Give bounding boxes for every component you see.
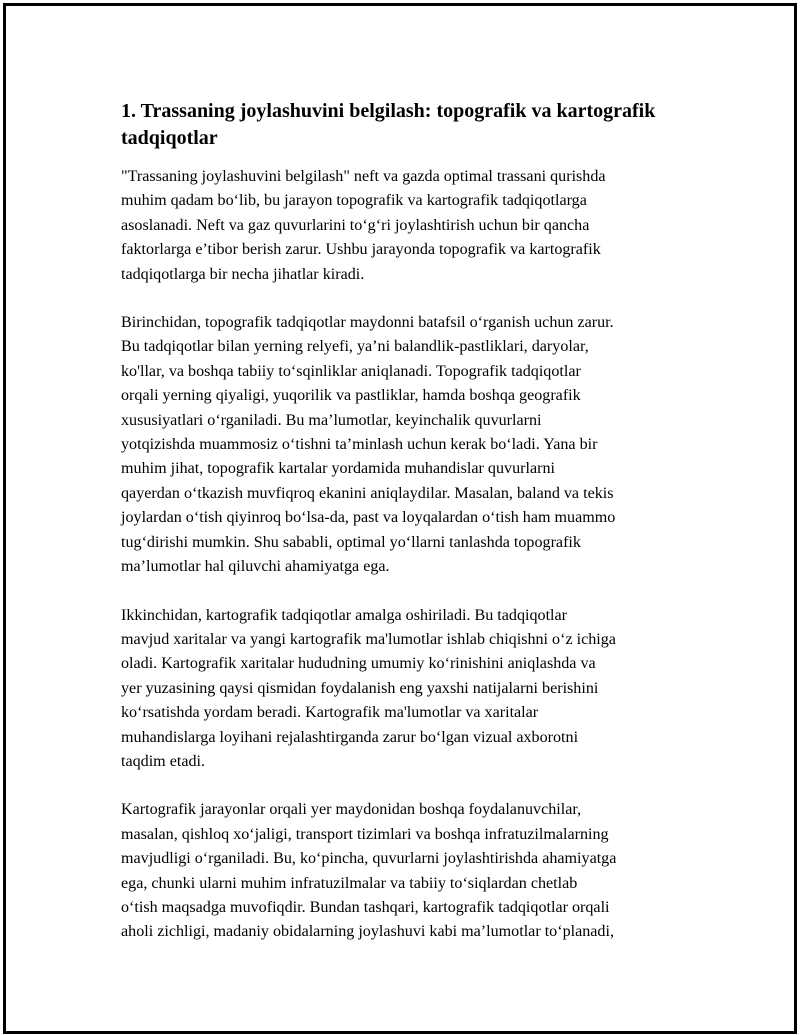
paragraph-intro (121, 165, 696, 287)
text-line: Bu tadqiqotlar bilan yerning relyefi, ya’ni balandlik-pastliklari, daryolar, (121, 338, 589, 356)
text-line: mavjud xaritalar va yangi kartografik ma'lumotlar ishlab chiqishni o‘z ichiga (121, 630, 616, 648)
text-line: ko'llar, va boshqa tabiiy to‘sqinliklar aniqlanadi. Topografik tadqiqotlar (121, 362, 581, 380)
text-line: aholi zichligi, madaniy obidalarning joylashuvi kabi ma’lumotlar to‘planadi, (121, 923, 614, 941)
document-body (121, 98, 696, 969)
text-line: ega, chunki ularni muhim infratuzilmalar va tabiiy to‘siqlardan chetlab (121, 874, 578, 892)
page-border (3, 3, 797, 1034)
text-line: tadqiqotlarga bir necha jihatlar kiradi. (121, 265, 365, 283)
text-line: ko‘rsatishda yordam beradi. Kartografik ma'lumotlar va xaritalar (121, 704, 539, 722)
text-line: muhim jihat, topografik kartalar yordamida muhandislar quvurlarni (121, 460, 555, 478)
text-line: joylardan o‘tish qiyinroq bo‘lsa-da, past va loyqalardan o‘tish ham muammo (121, 509, 616, 527)
text-line: Birinchidan, topografik tadqiqotlar maydonni batafsil o‘rganish uchun zarur. (121, 314, 614, 332)
text-line: o‘tish maqsadga muvofiqdir. Bundan tashqari, kartografik tadqiqotlar orqali (121, 898, 610, 916)
text-line: mavjudligi o‘rganiladi. Bu, ko‘pincha, quvurlarni joylashtirishda ahamiyatga (121, 850, 617, 868)
text-line: Ikkinchidan, kartografik tadqiqotlar amalga oshiriladi. Bu tadqiqotlar (121, 606, 568, 624)
heading-line: 1. Trassaning joylashuvini belgilash: topografik va kartografik (121, 100, 656, 122)
text-line: muhandislarga loyihani rejalashtirganda zarur bo‘lgan vizual axborotni (121, 728, 579, 746)
heading-line: tadqiqotlar (121, 127, 218, 149)
paragraph-topographic (121, 311, 696, 579)
paragraph-cartographic (121, 604, 696, 775)
text-line: muhim qadam bo‘lib, bu jarayon topografik va kartografik tadqiqotlarga (121, 192, 587, 210)
text-line: ma’lumotlar hal qiluvchi ahamiyatga ega. (121, 558, 390, 576)
paragraph-land-use (121, 798, 696, 944)
section-heading (121, 98, 696, 152)
text-line: Kartografik jarayonlar orqali yer maydonidan boshqa foydalanuvchilar, (121, 801, 582, 819)
text-line: faktorlarga e’tibor berish zarur. Ushbu jarayonda topografik va kartografik (121, 241, 601, 259)
text-line: qayerdan o‘tkazish muvfiqroq ekanini aniqlaydilar. Masalan, baland va tekis (121, 484, 614, 502)
text-line: masalan, qishloq xo‘jaligi, transport tizimlari va boshqa infratuzilmalarning (121, 825, 609, 843)
text-line: "Trassaning joylashuvini belgilash" neft va gazda optimal trassani qurishda (121, 168, 606, 185)
text-line: oladi. Kartografik xaritalar hududning umumiy ko‘rinishini aniqlashda va (121, 655, 596, 673)
text-line: xususiyatlari o‘rganiladi. Bu ma’lumotlar, keyinchalik quvurlarni (121, 411, 542, 429)
text-line: yotqizishda muammosiz o‘tishni ta’minlash uchun kerak bo‘ladi. Yana bir (121, 436, 598, 454)
text-line: taqdim etadi. (121, 752, 206, 770)
text-line: tug‘dirishi mumkin. Shu sababli, optimal yo‘llarni tanlashda topografik (121, 533, 581, 551)
text-line: orqali yerning qiyaligi, yuqorilik va pastliklar, hamda boshqa geografik (121, 387, 581, 405)
text-line: asoslanadi. Neft va gaz quvurlarini to‘g‘ri joylashtirish uchun bir qancha (121, 216, 590, 234)
text-line: yer yuzasining qaysi qismidan foydalanish eng yaxshi natijalarni berishini (121, 679, 599, 697)
